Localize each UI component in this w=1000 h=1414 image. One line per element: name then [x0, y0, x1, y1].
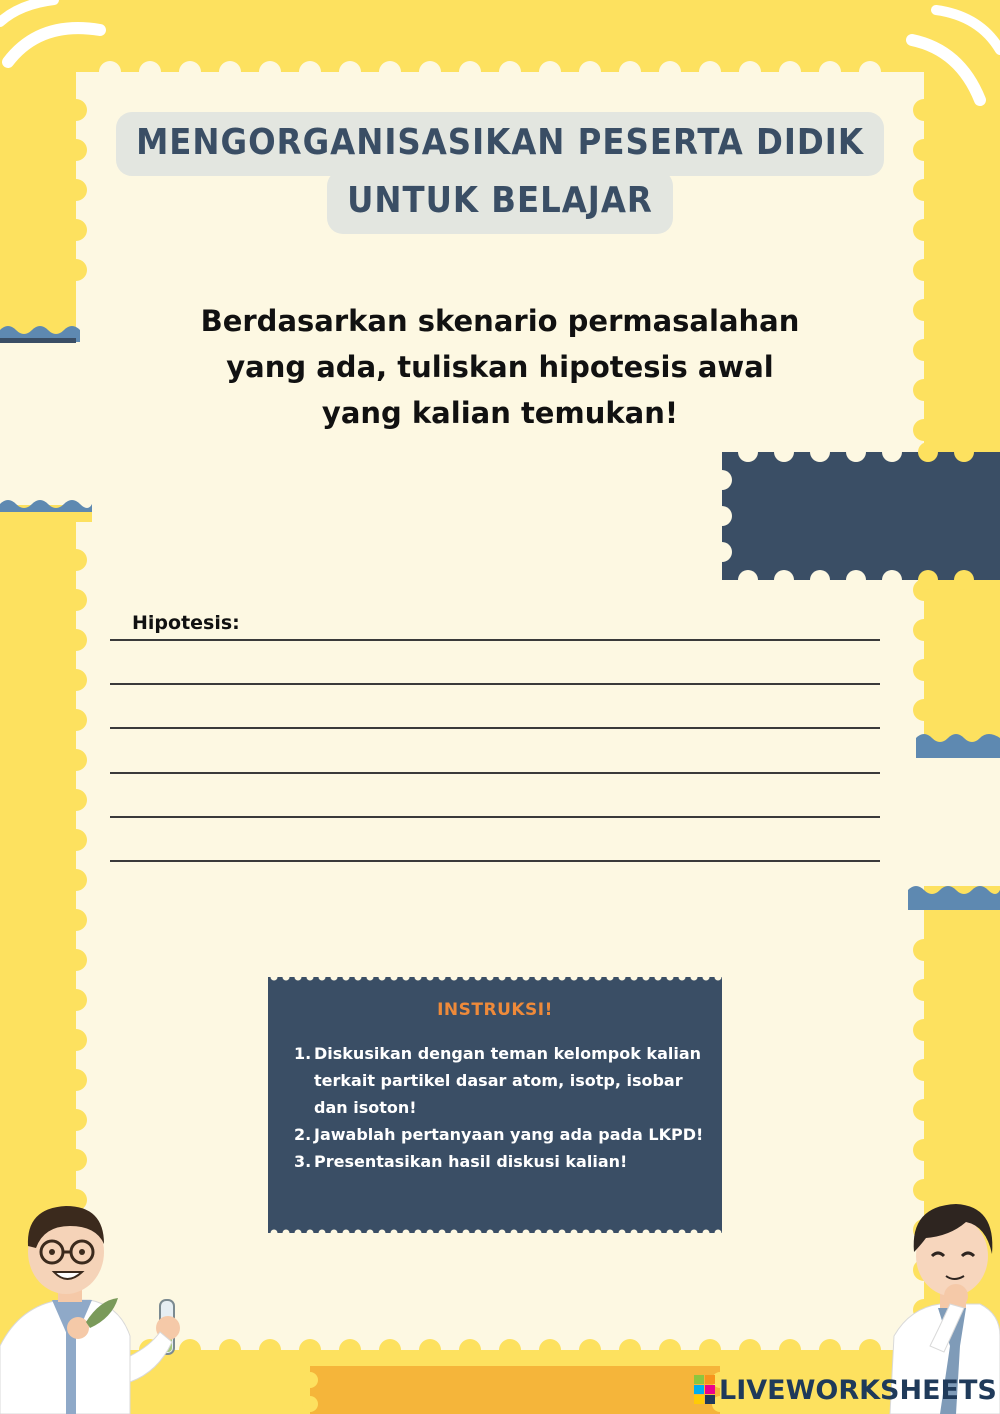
- liveworksheets-logo-icon: [694, 1375, 716, 1405]
- scientist-boy-illustration: [0, 1196, 200, 1414]
- title-line-1: MENGORGANISASIKAN PESERTA DIDIK: [116, 112, 884, 176]
- instruction-item: 3. Presentasikan hasil diskusi kalian!: [294, 1152, 628, 1171]
- question-prompt: Berdasarkan skenario permasalahan yang ada, tuliskan hipotesis awal yang kalian temukan!: [200, 304, 800, 430]
- answer-line[interactable]: [110, 772, 880, 774]
- instruction-title: INSTRUKSI!: [437, 1000, 553, 1020]
- answer-line[interactable]: [110, 683, 880, 685]
- navy-ticket-decoration: [712, 442, 1000, 590]
- answer-line[interactable]: [110, 860, 880, 862]
- instruction-item: 1. Diskusikan dengan teman kelompok kalian terkait partikel dasar atom, isotp, isobar dan isoton!: [294, 1044, 702, 1117]
- answer-line[interactable]: [110, 727, 880, 729]
- title-line-2: UNTUK BELAJAR: [327, 170, 673, 234]
- hypothesis-label: Hipotesis:: [132, 612, 240, 634]
- instruction-item: 2. Jawablah pertanyaan yang ada pada LKPD!: [294, 1125, 704, 1144]
- worksheet-title: [0, 112, 1000, 234]
- liveworksheets-logo: [694, 1372, 997, 1408]
- answer-line[interactable]: [110, 816, 880, 818]
- instruction-list: [294, 1040, 714, 1175]
- liveworksheets-logo-text: LIVEWORKSHEETS: [719, 1374, 997, 1406]
- answer-line[interactable]: [110, 639, 880, 641]
